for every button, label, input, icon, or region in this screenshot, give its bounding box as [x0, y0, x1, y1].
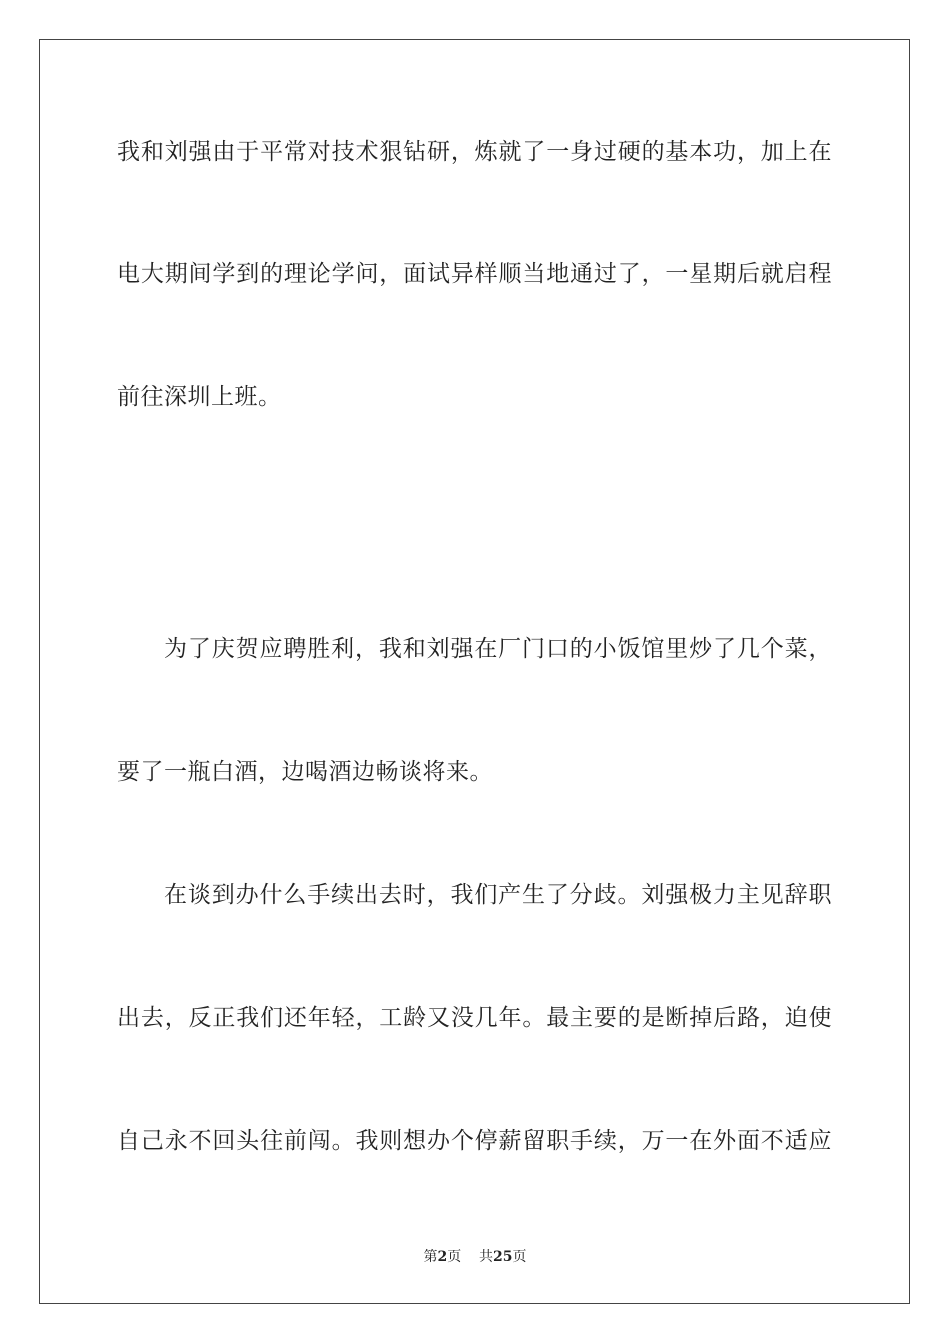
page-number-label: 第2页 — [423, 1249, 462, 1265]
page-border — [39, 39, 910, 1304]
paragraph-3-line-1: 在谈到办什么手续出去时，我们产生了分歧。刘强极力主见辞职 — [164, 882, 832, 908]
paragraph-2-line-1: 为了庆贺应聘胜利，我和刘强在厂门口的小饭馆里炒了几个菜， — [164, 636, 832, 662]
paragraph-1-line-1: 我和刘强由于平常对技术狠钻研，炼就了一身过硬的基本功，加上在 — [117, 139, 832, 165]
page-footer — [0, 1246, 950, 1266]
paragraph-2-line-2: 要了一瓶白酒，边喝酒边畅谈将来。 — [117, 759, 493, 785]
total-pages-label: 共25页 — [479, 1249, 527, 1265]
paragraph-3-line-3: 自己永不回头往前闯。我则想办个停薪留职手续，万一在外面不适应 — [117, 1128, 832, 1154]
paragraph-1-line-3: 前往深圳上班。 — [117, 384, 282, 410]
paragraph-3-line-2: 出去，反正我们还年轻，工龄又没几年。最主要的是断掉后路，迫使 — [117, 1005, 832, 1031]
paragraph-1-line-2: 电大期间学到的理论学问，面试异样顺当地通过了，一星期后就启程 — [117, 261, 832, 287]
